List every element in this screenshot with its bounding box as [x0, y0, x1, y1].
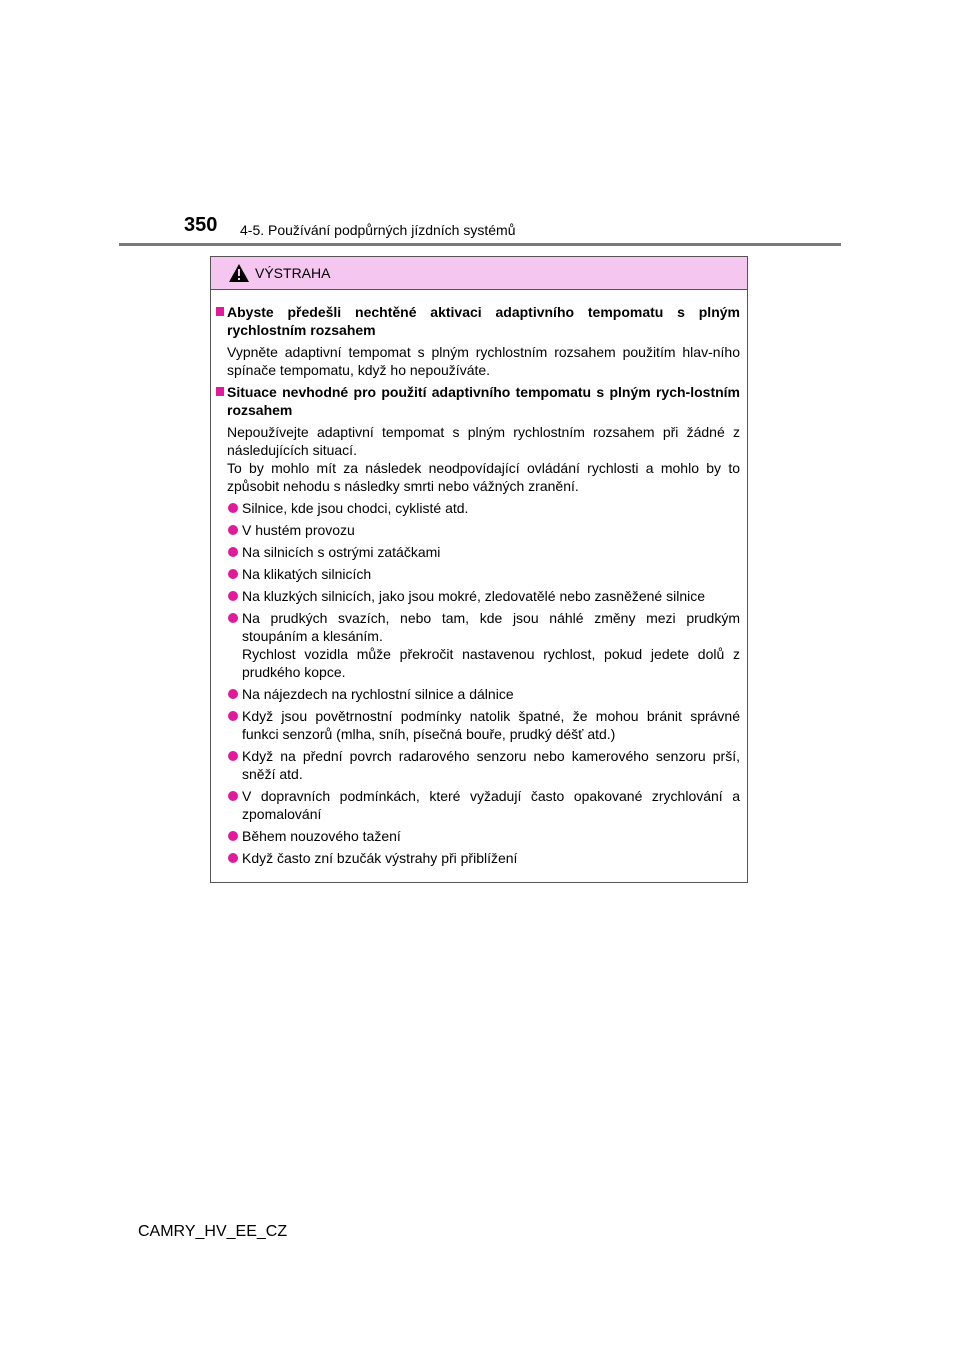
paragraph-do-not-use	[217, 423, 740, 495]
paragraph-line: Nepoužívejte adaptivní tempomat s plným rychlostním rozsahem při žádné z následujících situací.	[227, 424, 740, 458]
list-item: Když často zní bzučák výstrahy při přiblížení	[227, 849, 740, 867]
section-title: 4-5. Používání podpůrných jízdních systémů	[240, 222, 516, 238]
list-item: Na klikatých silnicích	[227, 565, 740, 583]
situation-list	[217, 499, 740, 867]
page-number: 350	[184, 214, 218, 236]
paragraph-line: To by mohlo mít za následek neodpovídající ovládání rychlosti a mohlo by to způsobit nehodu s následky smrti nebo vážných zranění.	[227, 460, 740, 494]
warning-triangle-icon	[228, 263, 250, 283]
list-item: Když na přední povrch radarového senzoru nebo kamerového senzoru prší, sněží atd.	[227, 747, 740, 783]
list-item: V dopravních podmínkách, které vyžadují často opakované zrychlování a zpomalování	[227, 787, 740, 823]
header-divider	[119, 243, 841, 246]
list-item: Během nouzového tažení	[227, 827, 740, 845]
list-item-line: Rychlost vozidla může překročit nastavenou rychlost, pokud jedete dolů z prudkého kopce.	[242, 646, 740, 680]
warning-body	[211, 290, 747, 867]
footer-document-code: CAMRY_HV_EE_CZ	[138, 1223, 288, 1240]
list-item: Když jsou povětrnostní podmínky natolik špatné, že mohou bránit správné funkci senzorů (mlha, sníh, písečná bouře, prudký déšť atd.)	[227, 707, 740, 743]
list-item	[227, 609, 740, 681]
list-item: Na kluzkých silnicích, jako jsou mokré, zledovatělé nebo zasněžené silnice	[227, 587, 740, 605]
list-item: V hustém provozu	[227, 521, 740, 539]
subheading-unsuitable-situations: Situace nevhodné pro použití adaptivního tempomatu s plným rych-lostním rozsahem	[217, 383, 740, 419]
warning-box	[210, 256, 748, 883]
list-item-line: Na prudkých svazích, nebo tam, kde jsou náhlé změny mezi prudkým stoupáním a klesáním.	[242, 610, 740, 644]
list-item: Na silnicích s ostrými zatáčkami	[227, 543, 740, 561]
subheading-accidental-activation: Abyste předešli nechtěné aktivaci adaptivního tempomatu s plným rychlostním rozsahem	[217, 303, 740, 339]
warning-label: VÝSTRAHA	[255, 265, 331, 281]
warning-header	[211, 257, 747, 290]
paragraph-turn-off: Vypněte adaptivní tempomat s plným rychlostním rozsahem použitím hlav-ního spínače tempomatu, když ho nepoužíváte.	[227, 344, 740, 378]
list-item: Na nájezdech na rychlostní silnice a dálnice	[227, 685, 740, 703]
list-item: Silnice, kde jsou chodci, cyklisté atd.	[227, 499, 740, 517]
